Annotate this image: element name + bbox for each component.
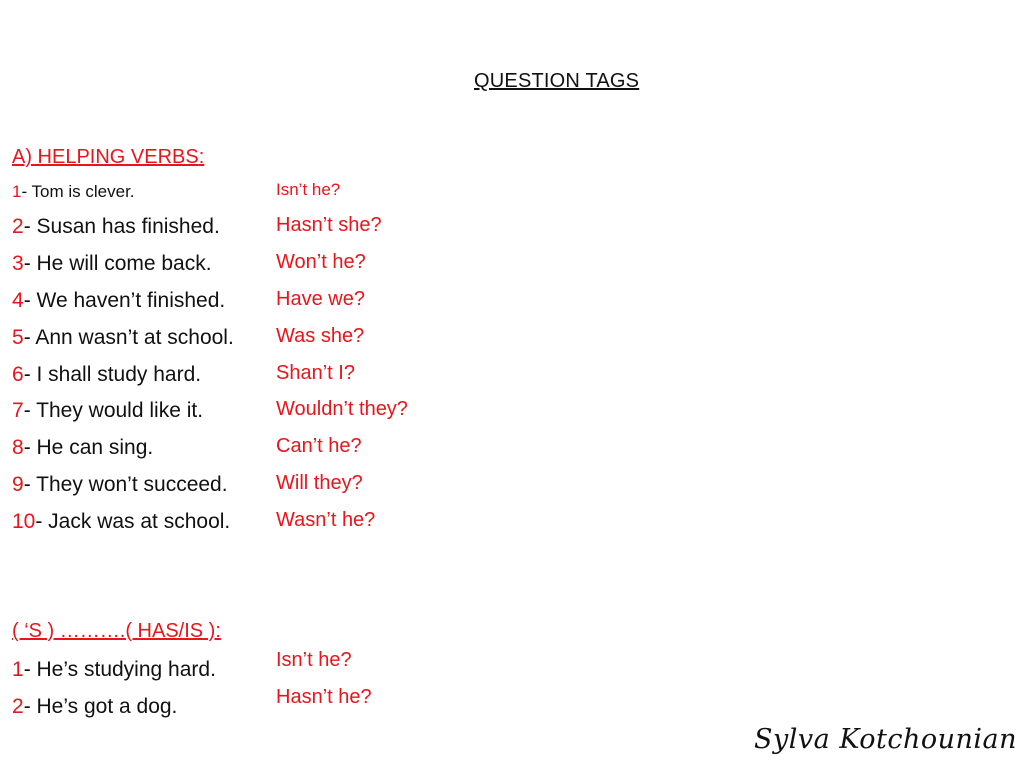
item-sentence: - He will come back.	[23, 252, 212, 275]
item-number: 5	[12, 326, 24, 349]
question-tag: Was she?	[276, 325, 365, 347]
question-tag: Wasn’t he?	[276, 509, 376, 531]
item-sentence: - Susan has finished.	[23, 215, 220, 238]
item-sentence: - He’s got a dog.	[23, 695, 178, 718]
question-tag: Shan’t I?	[276, 362, 355, 384]
list-item	[12, 251, 212, 277]
question-tag: Can’t he?	[276, 435, 362, 457]
item-sentence: - He can sing.	[23, 436, 154, 459]
item-sentence: - Jack was at school.	[35, 510, 231, 533]
item-sentence: - They would like it.	[23, 399, 204, 422]
item-number: 8	[12, 436, 24, 459]
item-number: 3	[12, 252, 24, 275]
item-number: 4	[12, 289, 24, 312]
author-signature: Sylva Kotchounian	[754, 724, 1018, 755]
item-number: 9	[12, 473, 24, 496]
question-tag: Hasn’t he?	[276, 686, 372, 708]
question-tag: Will they?	[276, 472, 363, 494]
item-sentence: - He’s studying hard.	[23, 658, 216, 681]
list-item	[12, 657, 216, 683]
question-tag: Hasn’t she?	[276, 214, 382, 236]
item-number: 2	[12, 695, 24, 718]
list-item	[12, 214, 220, 240]
list-item	[12, 325, 234, 351]
section-a-heading-colon: :	[198, 146, 205, 168]
item-sentence: - Tom is clever.	[21, 182, 135, 201]
question-tag: Have we?	[276, 288, 365, 310]
list-item	[12, 288, 225, 314]
item-number: 1	[12, 658, 24, 681]
item-number: 1	[12, 182, 22, 201]
question-tag: Isn’t he?	[276, 649, 352, 671]
question-tag: Won’t he?	[276, 251, 366, 273]
section-a-heading	[12, 146, 204, 169]
list-item	[12, 398, 203, 424]
item-sentence: - I shall study hard.	[23, 363, 202, 386]
item-number: 6	[12, 363, 24, 386]
item-sentence: - They won’t succeed.	[23, 473, 228, 496]
section-b-heading: ( ‘S ) ……….( HAS/IS ):	[12, 620, 221, 642]
list-item	[12, 435, 153, 461]
item-number: 10	[12, 510, 36, 533]
question-tag: Isn’t he?	[276, 180, 341, 199]
list-item	[12, 694, 177, 720]
list-item	[12, 362, 201, 388]
item-number: 7	[12, 399, 24, 422]
question-tag: Wouldn’t they?	[276, 398, 408, 420]
item-number: 2	[12, 215, 24, 238]
list-item	[12, 472, 228, 498]
item-sentence: - We haven’t finished.	[23, 289, 226, 312]
item-sentence: - Ann wasn’t at school.	[23, 326, 234, 349]
list-item	[12, 509, 230, 535]
list-item	[12, 179, 135, 205]
page-title: QUESTION TAGS	[474, 70, 640, 92]
section-a-heading-text: A) HELPING VERBS	[12, 146, 199, 168]
